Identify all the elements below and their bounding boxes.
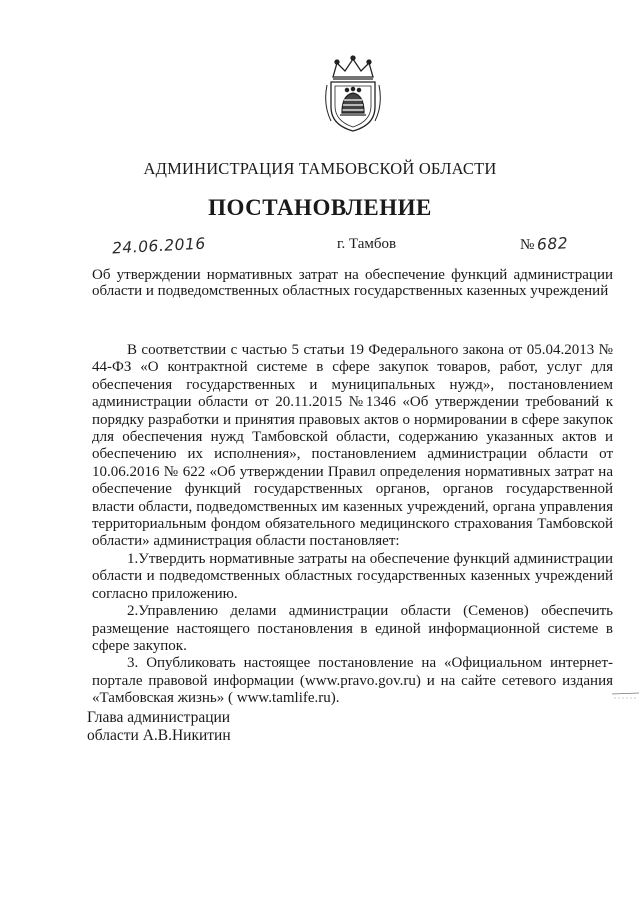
body-paragraph-preamble: В соответствии с частью 5 статьи 19 Федерального закона от 05.04.2013 № 44-ФЗ «О контрактной системе в сфере закупок товаров, работ, услуг для обеспечения государственных и муниципальных нужд», постановлением администрации области от 20.11.2015 №1346 «Об утверждении требований к порядку разработки и принятия правовых актов о нормировании в сфере закупок для обеспечения нужд Тамбовской области, содержанию указанных актов и обеспечению их исполнения», постановлением администрации области от 10.06.2016 № 622 «Об утверждении Правил определения нормативных затрат на обеспечение функций государственных органов, органов государственной власти области, подведомственных им казенных учреждений, органа управления территориальным фондом обязательного медицинского страхования Тамбовской области» администрация области постановляет:	[92, 342, 613, 550]
signature-name: области А.В.Никитин	[87, 727, 231, 744]
signature-position: Глава администрации	[87, 709, 231, 726]
document-city: г. Тамбов	[337, 236, 397, 252]
body-paragraph-3: 3. Опубликовать настоящее постановление на «Официальном интернет-портале правовой информации (www.pravo.gov.ru) и на сайте сетевого издания «Тамбовская жизнь» ( www.tamlife.ru).	[92, 655, 613, 707]
document-date-handwritten: 24.06.2016	[111, 234, 207, 258]
organization-name: АДМИНИСТРАЦИЯ ТАМБОВСКОЙ ОБЛАСТИ	[143, 159, 497, 178]
body-paragraph-2: 2.Управлению делами администрации области (Семенов) обеспечить размещение настоящего постановления в единой информационной системе в сфере закупок.	[92, 603, 613, 654]
number-prefix: №	[520, 237, 535, 253]
document-body	[92, 342, 613, 708]
document-subject: Об утверждении нормативных затрат на обеспечение функций администрации области и подведомственных областных государственных казенных учреждений	[92, 267, 613, 299]
signature-block	[87, 709, 267, 745]
body-paragraph-1: 1.Утвердить нормативные затраты на обеспечение функций администрации области и подведомственных областных государственных казенных учреждений согласно приложению.	[92, 550, 613, 602]
tambov-coat-of-arms-icon	[323, 55, 383, 133]
document-title: ПОСТАНОВЛЕНИЕ	[208, 195, 432, 220]
document-number-handwritten: 682	[536, 234, 569, 254]
scan-mark	[611, 687, 640, 695]
document-number	[520, 235, 568, 254]
